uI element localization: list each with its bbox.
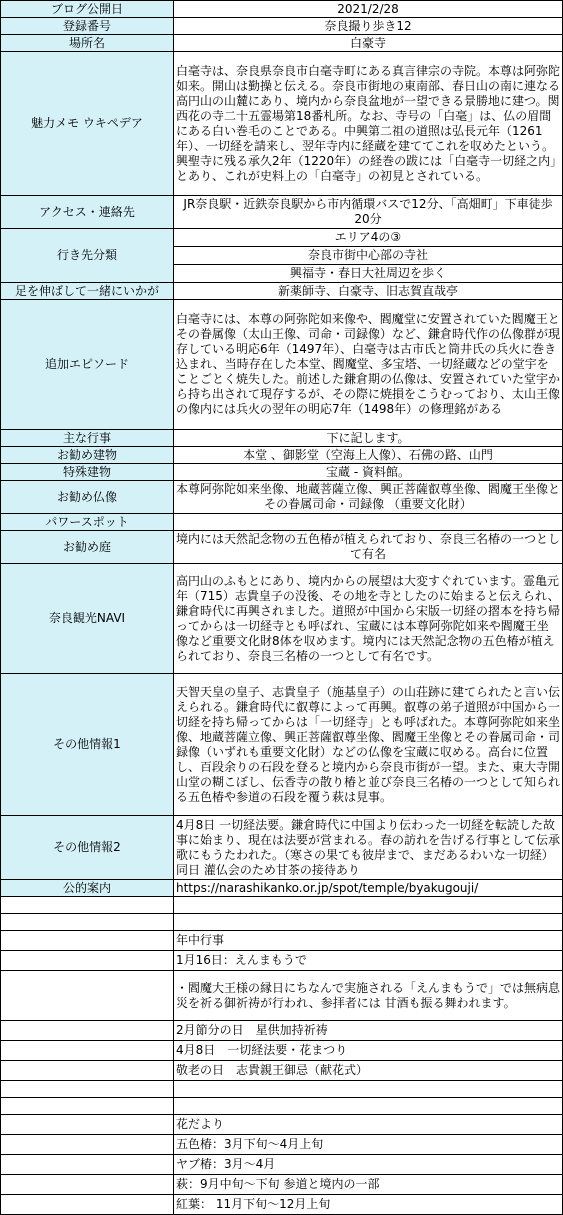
events-value: 下に記します。 — [174, 430, 563, 447]
row-buildings — [1, 447, 563, 464]
schedule-line-3: 2月節分の日 星供加持祈祷 — [174, 1021, 563, 1041]
category-area: エリア4の③ — [174, 229, 563, 247]
row-special — [1, 464, 563, 481]
category-sub2: 興福寺・春日大社周辺を歩く — [174, 265, 563, 283]
row-navi — [1, 564, 563, 674]
buildings-value: 本堂 、御影堂（空海上人像）、石佛の路、山門 — [174, 447, 563, 464]
flowers-line-1: 五色椿：3月下旬～4月上旬 — [174, 1135, 563, 1155]
row-blog-date — [1, 1, 563, 18]
schedule-row — [1, 1061, 563, 1081]
garden-value: 境内には天然記念物の五色椿が植えられており、奈良三名椿の一つとして有名 — [174, 531, 563, 564]
schedule-line-1: 1月16日：えんまもうで — [174, 951, 563, 971]
spacer-row — [1, 1098, 563, 1115]
place-value: 白豪寺 — [174, 35, 563, 52]
events-label: 主な行事 — [1, 430, 174, 447]
special-label: 特殊建物 — [1, 464, 174, 481]
memo-label: 魅力メモ ウキペデア — [1, 52, 174, 196]
row-memo — [1, 52, 563, 196]
schedule-line-4: 4月8日 一切経法要・花まつり — [174, 1041, 563, 1061]
nearby-value: 新薬師寺、白豪寺、旧志賀直哉亭 — [174, 283, 563, 300]
row-access — [1, 196, 563, 229]
schedule-row — [1, 971, 563, 1021]
other2-label: その他情報2 — [1, 816, 174, 880]
flowers-line-3: 萩：9月中旬～下旬 参道と境内の一部 — [174, 1175, 563, 1195]
flowers-row — [1, 1175, 563, 1195]
other1-value: 天智天皇の皇子、志貴皇子（施基皇子）の山荘跡に建てられたと言い伝えられる。鎌倉時代に叡尊によって再興。叡尊の弟子道照が中国から一切経を持ち帰ってからは「一切経寺」とも呼ばれた。本尊阿弥陀如来坐像、地蔵菩薩立像、興正菩薩叡尊坐像、閻魔王坐像とその眷属司命・司録像（いずれも重要文化財）などの仏像を宝蔵に収める。高台に位置し、百段余りの石段を登ると境内から奈良市街が一望。また、東大寺開山堂の糊こぼし、伝香寺の散り椿と並び奈良三名椿の一つとして知られる五色椿や参道の石段を覆う萩は見事。 — [174, 674, 563, 816]
power-value — [174, 514, 563, 531]
row-nearby — [1, 283, 563, 300]
episode-value: 白毫寺には、本尊の阿弥陀如来像や、閻魔堂に安置されていた閻魔王とその眷属像（太山王像、司命・司録像）など、鎌倉時代作の仏像群が現存している明応6年（1497年）、白毫寺は古市氏と筒井氏の兵火に巻き込まれ、当時存在した本堂、閻魔堂、多宝塔、一切経蔵などの堂宇をことごとく焼失した。前述した鎌倉期の仏像は、安置されていた堂宇から持ち出されて現存するが、その際に焼損をこうむっており、太山王像の像内には兵火の翌年の明応7年（1498年）の修理銘がある — [174, 300, 563, 430]
buddha-label: お勧め仏像 — [1, 481, 174, 514]
schedule-row — [1, 1021, 563, 1041]
navi-label: 奈良観光NAVI — [1, 564, 174, 674]
blog-date-label: ブログ公開日 — [1, 1, 174, 18]
row-episode — [1, 300, 563, 430]
power-label: パワースポット — [1, 514, 174, 531]
buildings-label: お勧め建物 — [1, 447, 174, 464]
buddha-value: 本尊阿弥陀如来坐像、地蔵菩薩立像、興正菩薩叡尊坐像、閻魔王坐像とその眷属司命・司録像 （重要文化財） — [174, 481, 563, 514]
spacer-row — [1, 1081, 563, 1098]
reg-no-label: 登録番号 — [1, 18, 174, 35]
flowers-heading: 花だより — [174, 1115, 563, 1135]
row-category-area — [1, 229, 563, 247]
spacer-row — [1, 914, 563, 931]
other2-value: 4月8日 一切経法要。鎌倉時代に中国より伝わった一切経を転読した故事に始まり、現在は法要が営まれる。春の訪れを告げる行事として伝承歌にもうたわれた。（寒さの果ても彼岸まで、まだあるわいな一切経）同日 灌仏会のため甘茶の接待あり — [174, 816, 563, 880]
flowers-heading-row — [1, 1115, 563, 1135]
flowers-line-4: 紅葉： 11月下旬～12月上旬 — [174, 1195, 563, 1215]
schedule-row — [1, 1041, 563, 1061]
garden-label: お勧め庭 — [1, 531, 174, 564]
other1-label: その他情報1 — [1, 674, 174, 816]
official-value: https://narashikanko.or.jp/spot/temple/byakugouji/ — [174, 880, 563, 897]
flowers-line-2: ヤブ椿：3月～4月 — [174, 1155, 563, 1175]
row-power — [1, 514, 563, 531]
special-value: 宝蔵 - 資料館。 — [174, 464, 563, 481]
flowers-row — [1, 1135, 563, 1155]
navi-value: 高円山のふもとにあり、境内からの展望は大変すぐれています。霊亀元年（715）志貴皇子の没後、その地を寺としたのに始まると伝えられ、鎌倉時代に再興されました。道照が中国から宋版一切経の摺本を持ち帰ってからは一切経寺とも呼ばれ、宝蔵には本尊阿弥陀如来や閻魔王坐像など重要文化財8体を収めます。境内には天然記念物の五色椿が植えられており、奈良三名椿の一つとして有名です。 — [174, 564, 563, 674]
row-buddha — [1, 481, 563, 514]
access-label: アクセス・連絡先 — [1, 196, 174, 229]
flowers-row — [1, 1195, 563, 1215]
reg-no-value: 奈良撮り歩き12 — [174, 18, 563, 35]
official-label: 公的案内 — [1, 880, 174, 897]
row-other1 — [1, 674, 563, 816]
episode-label: 追加エピソード — [1, 300, 174, 430]
spacer-row — [1, 897, 563, 914]
row-garden — [1, 531, 563, 564]
memo-value: 白毫寺は、奈良県奈良市白毫寺町にある真言律宗の寺院。本尊は阿弥陀如来。開山は勤操と伝える。奈良市街地の東南部、春日山の南に連なる高円山の山麓にあり、境内から奈良盆地が一望できる景勝地に建つ。関西花の寺二十五霊場第18番札所。なお、寺号の「白毫」は、仏の眉間にある白い巻毛のことである。中興第二祖の道照は弘長元年（1261年）、一切経を請来し、翌年寺内に経蔵を建ててこれを収めたという。興聖寺に残る承久2年（1220年）の経巻の跋には「白毫寺一切経之内」とあり、これが史料上の「白毫寺」の初見とされている。 — [174, 52, 563, 196]
place-label: 場所名 — [1, 35, 174, 52]
schedule-line-2: ・閻魔大王様の縁日にちなんで実施される「えんまもうで」では無病息災を祈る御祈祷が行われ、参拝者には 甘酒も振る舞われます。 — [174, 971, 563, 1021]
category-label: 行き先分類 — [1, 229, 174, 283]
category-sub1: 奈良市街中心部の寺社 — [174, 247, 563, 265]
schedule-row — [1, 951, 563, 971]
flowers-row — [1, 1155, 563, 1175]
blog-date-value: 2021/2/28 — [174, 1, 563, 18]
row-events — [1, 430, 563, 447]
schedule-heading-row — [1, 931, 563, 951]
row-place — [1, 35, 563, 52]
row-reg-no — [1, 18, 563, 35]
row-other2 — [1, 816, 563, 880]
schedule-heading: 年中行事 — [174, 931, 563, 951]
access-value: JR奈良駅・近鉄奈良駅から市内循環バスで12分、「高畑町」下車徒歩20分 — [174, 196, 563, 229]
nearby-label: 足を伸ばして一緒にいかが — [1, 283, 174, 300]
row-official — [1, 880, 563, 897]
schedule-line-5: 敬老の日 志貴親王御忌（献花式） — [174, 1061, 563, 1081]
